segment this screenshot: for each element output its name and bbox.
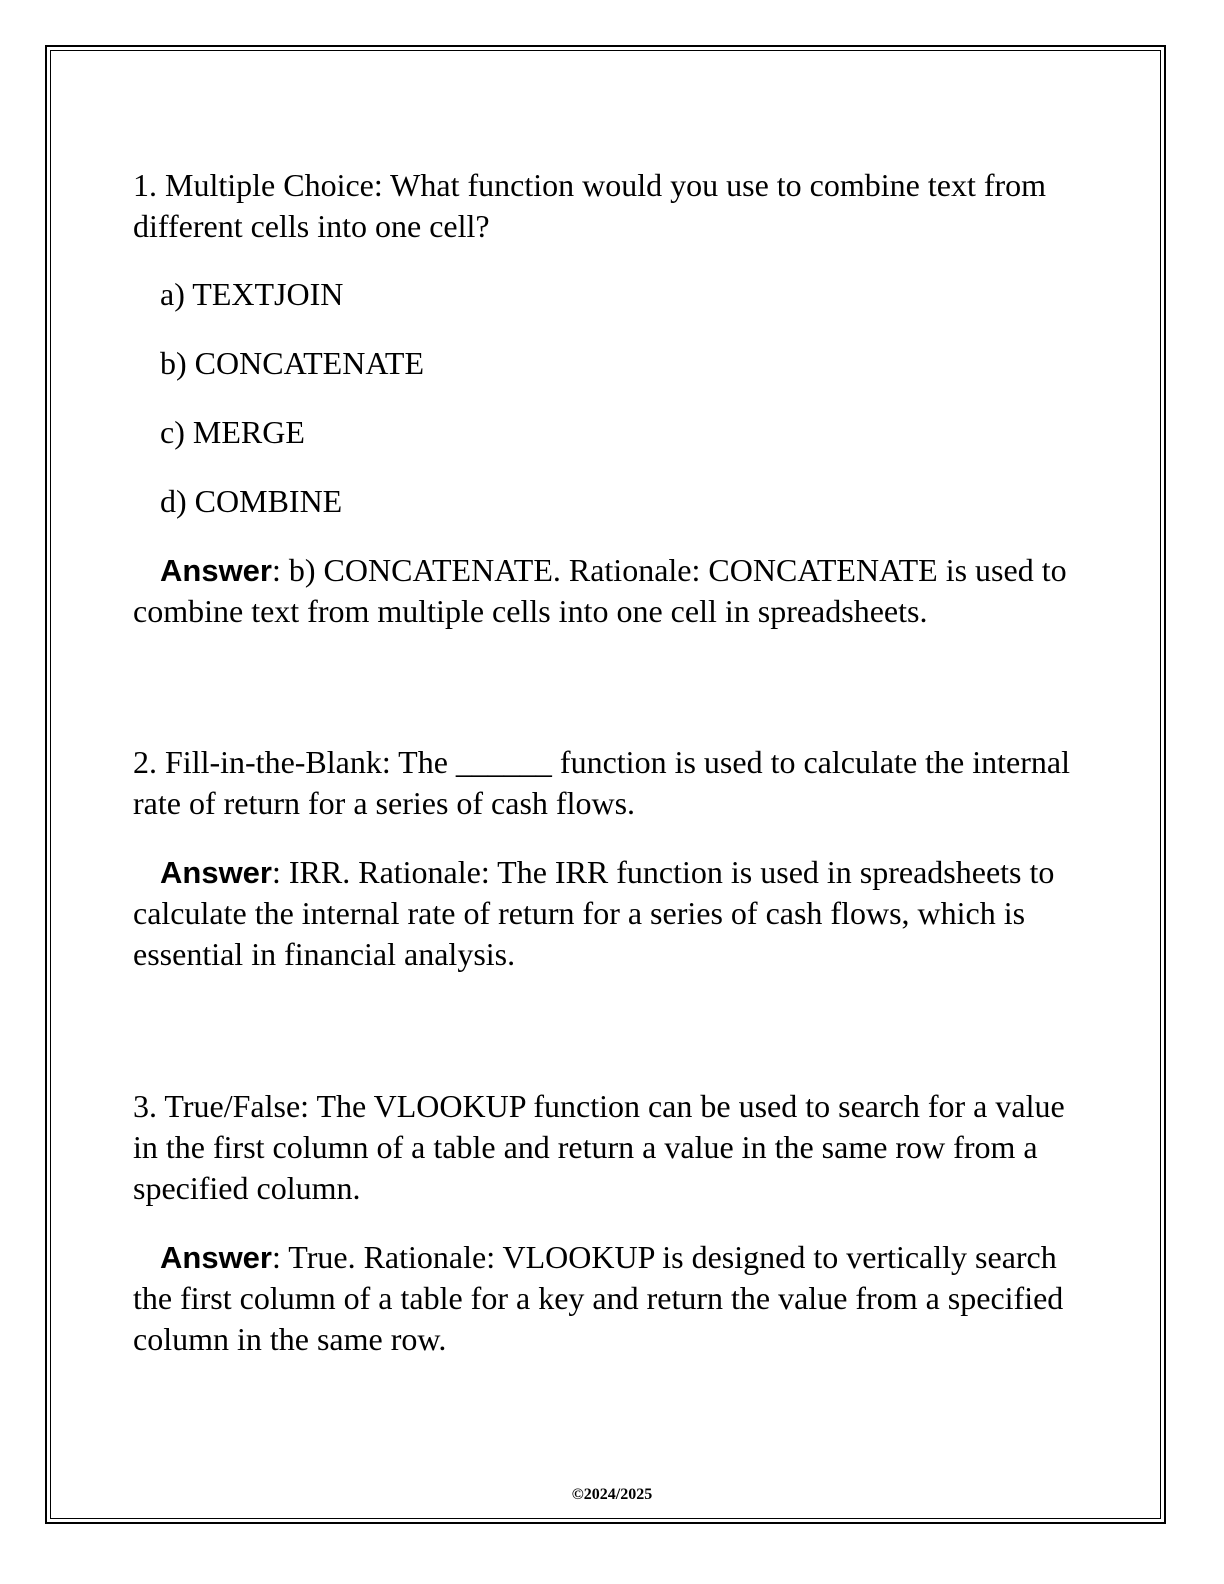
question-1: 1. Multiple Choice: What function would you use to combine text from different cells into one cell? (133, 167, 1047, 244)
question-1-option-d: d) COMBINE (160, 483, 343, 519)
copyright-footer: ©2024/2025 (571, 1486, 653, 1503)
question-1-option-b: b) CONCATENATE (160, 345, 424, 381)
question-3-answer (133, 1237, 1093, 1360)
question-1-option-a: a) TEXTJOIN (160, 276, 344, 312)
answer-text: : IRR. Rationale: The IRR function is used in spreadsheets to calculate the internal rate of return for a series of cash flows, which is essential in financial analysis. (133, 854, 1055, 972)
answer-text: : True. Rationale: VLOOKUP is designed to vertically search the first column of a table for a key and return the value from a specified column in the same row. (133, 1239, 1064, 1357)
answer-label: Answer (160, 1240, 272, 1275)
document-body (133, 165, 1093, 1360)
question-1-answer (133, 550, 1093, 632)
answer-label: Answer (160, 553, 272, 588)
question-3: 3. True/False: The VLOOKUP function can be used to search for a value in the first column of a table and return a value in the same row from a specified column. (133, 1088, 1065, 1206)
question-2: 2. Fill-in-the-Blank: The ______ function is used to calculate the internal rate of return for a series of cash flows. (133, 744, 1070, 821)
answer-label: Answer (160, 855, 272, 890)
question-1-option-c: c) MERGE (160, 414, 305, 450)
answer-text: : b) CONCATENATE. Rationale: CONCATENATE is used to combine text from multiple cells into one cell in spreadsheets. (133, 552, 1067, 629)
question-2-answer (133, 852, 1093, 975)
